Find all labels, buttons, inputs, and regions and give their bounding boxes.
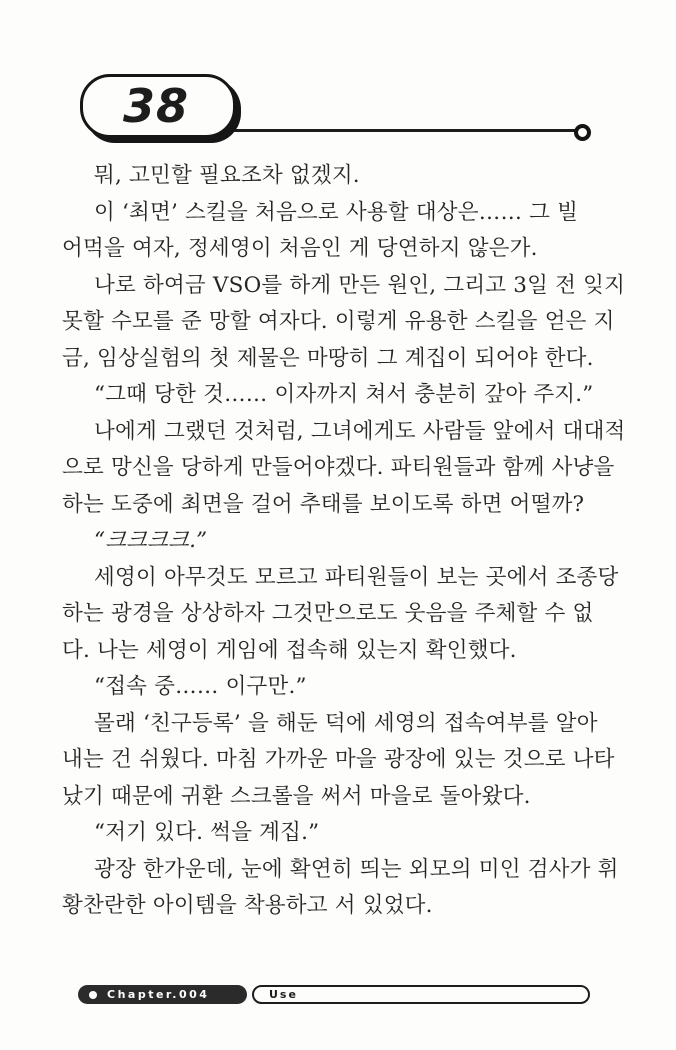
text-line: 금, 임상실험의 첫 제물은 마땅히 그 계집이 되어야 한다. — [62, 345, 594, 371]
section-label: Use — [269, 988, 298, 1001]
text-line: 세영이 아무것도 모르고 파티원들이 보는 곳에서 조종당 — [94, 564, 619, 590]
page-number: 38 — [122, 79, 189, 133]
text-line: 났기 때문에 귀환 스크롤을 써서 마을로 돌아왔다. — [62, 783, 531, 809]
footer-chapter-badge — [78, 985, 247, 1004]
text-line: “크크크크.” — [94, 528, 208, 553]
text-line: 몰래 ‘친구등록’ 을 해둔 덕에 세영의 접속여부를 알아 — [94, 710, 598, 736]
body-text — [62, 158, 626, 925]
footer-section-pill — [252, 985, 590, 1004]
text-line: 이 ‘최면’ 스킬을 처음으로 사용할 대상은…… 그 빌 — [94, 199, 579, 225]
text-line: 하는 도중에 최면을 걸어 추태를 보이도록 하면 어떨까? — [62, 491, 585, 517]
text-line: “접속 중…… 이구만.” — [94, 674, 307, 699]
text-line: 하는 광경을 상상하자 그것만으로도 웃음을 주체할 수 없 — [62, 601, 594, 626]
text-line: 뭐, 고민할 필요조차 없겠지. — [94, 163, 360, 188]
text-line: 황찬란한 아이템을 착용하고 서 있었다. — [62, 893, 433, 918]
text-line: 다. 나는 세영이 게임에 접속해 있는지 확인했다. — [62, 637, 517, 663]
text-line: “저기 있다. 썩을 계집.” — [94, 820, 320, 845]
page-number-box — [80, 74, 236, 138]
text-line: 나에게 그랬던 것처럼, 그녀에게도 사람들 앞에서 대대적 — [94, 418, 626, 444]
chapter-label: Chapter.004 — [107, 988, 210, 1001]
text-line: 나로 하여금 VSO를 하게 만든 원인, 그리고 3일 전 잊지 — [94, 272, 626, 298]
text-line: 으로 망신을 당하게 만들어야겠다. 파티원들과 함께 사냥을 — [62, 455, 615, 480]
text-line: 못할 수모를 준 망할 여자다. 이렇게 유용한 스킬을 얻은 지 — [62, 309, 615, 334]
header-rule-end-ring — [574, 124, 591, 141]
chapter-dot-icon — [89, 991, 97, 999]
header-rule-line — [230, 129, 578, 132]
text-line: “그때 당한 것…… 이자까지 쳐서 충분히 갚아 주지.” — [94, 382, 594, 407]
text-line: 광장 한가운데, 눈에 확연히 띄는 외모의 미인 검사가 휘 — [94, 856, 619, 882]
text-line: 내는 건 쉬웠다. 마침 가까운 마을 광장에 있는 것으로 나타 — [62, 747, 615, 772]
text-line: 어먹을 여자, 정세영이 처음인 게 당연하지 않은가. — [62, 236, 538, 261]
